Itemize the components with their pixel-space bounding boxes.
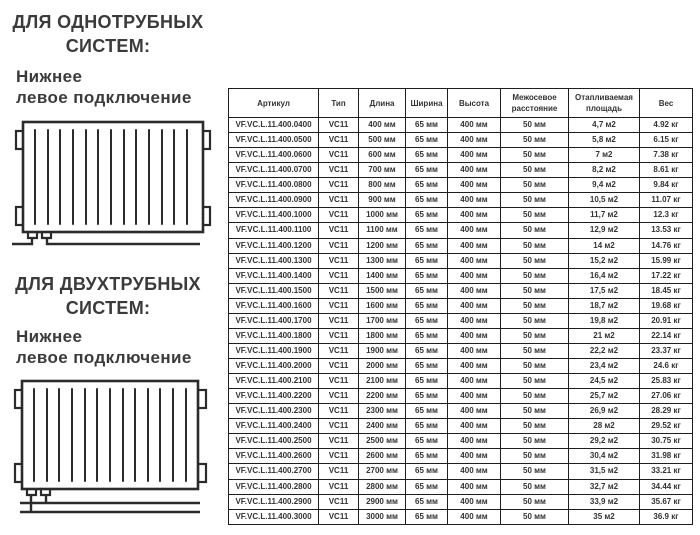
table-cell: 50 мм — [501, 509, 569, 524]
table-row — [229, 208, 693, 223]
table-cell: 2400 мм — [359, 419, 406, 434]
spec-table — [228, 88, 693, 525]
table-cell: 13.53 кг — [640, 223, 693, 238]
table-cell: VC11 — [319, 464, 359, 479]
table-cell: 50 мм — [501, 343, 569, 358]
table-row — [229, 404, 693, 419]
section-title-line: СИСТЕМ: — [65, 36, 151, 56]
table-cell: 15.99 кг — [640, 253, 693, 268]
table-cell: 17.22 кг — [640, 268, 693, 283]
table-cell: 24,5 м2 — [569, 374, 640, 389]
table-cell: 33.21 кг — [640, 464, 693, 479]
table-cell: 65 мм — [406, 449, 448, 464]
table-cell: 50 мм — [501, 193, 569, 208]
table-cell: 800 мм — [359, 178, 406, 193]
table-cell: VF.VC.L.11.400.2700 — [229, 464, 319, 479]
table-cell: 1100 мм — [359, 223, 406, 238]
table-cell: 50 мм — [501, 268, 569, 283]
section-title-line: ДЛЯ ОДНОТРУБНЫХ — [12, 12, 204, 32]
table-cell: 400 мм — [448, 449, 501, 464]
table-row — [229, 268, 693, 283]
table-row — [229, 238, 693, 253]
table-cell: VF.VC.L.11.400.0900 — [229, 193, 319, 208]
table-cell: 1400 мм — [359, 268, 406, 283]
table-cell: 400 мм — [448, 464, 501, 479]
col-header-weight: Вес — [640, 89, 693, 118]
table-cell: 600 мм — [359, 148, 406, 163]
table-cell: 65 мм — [406, 178, 448, 193]
table-cell: 65 мм — [406, 253, 448, 268]
table-cell: 50 мм — [501, 208, 569, 223]
table-cell: 18,7 м2 — [569, 298, 640, 313]
table-cell: 32,7 м2 — [569, 479, 640, 494]
section-subtitle-two-pipe — [16, 326, 192, 368]
table-cell: VF.VC.L.11.400.1900 — [229, 343, 319, 358]
table-row — [229, 359, 693, 374]
table-cell: VC11 — [319, 178, 359, 193]
table-cell: 16,4 м2 — [569, 268, 640, 283]
table-row — [229, 148, 693, 163]
table-cell: 400 мм — [448, 404, 501, 419]
table-cell: VF.VC.L.11.400.0600 — [229, 148, 319, 163]
table-cell: 400 мм — [448, 238, 501, 253]
table-row — [229, 133, 693, 148]
table-cell: VF.VC.L.11.400.2500 — [229, 434, 319, 449]
table-cell: 65 мм — [406, 223, 448, 238]
table-cell: 1700 мм — [359, 313, 406, 328]
table-cell: 400 мм — [448, 283, 501, 298]
table-cell: 8.61 кг — [640, 163, 693, 178]
table-cell: VC11 — [319, 419, 359, 434]
table-cell: 50 мм — [501, 328, 569, 343]
table-cell: VC11 — [319, 509, 359, 524]
table-cell: 15,2 м2 — [569, 253, 640, 268]
table-cell: 65 мм — [406, 419, 448, 434]
table-cell: 14.76 кг — [640, 238, 693, 253]
table-cell: VF.VC.L.11.400.2600 — [229, 449, 319, 464]
table-cell: 65 мм — [406, 208, 448, 223]
section-subtitle-single-pipe — [16, 66, 192, 108]
section-title-line: СИСТЕМ: — [65, 298, 151, 318]
table-cell: 900 мм — [359, 193, 406, 208]
table-cell: 2200 мм — [359, 389, 406, 404]
table-cell: VF.VC.L.11.400.2800 — [229, 479, 319, 494]
table-cell: VC11 — [319, 374, 359, 389]
table-cell: VF.VC.L.11.400.1500 — [229, 283, 319, 298]
table-row — [229, 449, 693, 464]
table-cell: VC11 — [319, 359, 359, 374]
table-cell: 400 мм — [448, 434, 501, 449]
table-cell: 65 мм — [406, 193, 448, 208]
table-row — [229, 494, 693, 509]
table-cell: VF.VC.L.11.400.3000 — [229, 509, 319, 524]
table-cell: 65 мм — [406, 359, 448, 374]
table-cell: 50 мм — [501, 283, 569, 298]
table-cell: 33,9 м2 — [569, 494, 640, 509]
table-cell: VF.VC.L.11.400.2000 — [229, 359, 319, 374]
table-cell: 50 мм — [501, 434, 569, 449]
spec-table-container — [228, 88, 692, 525]
table-cell: 9,4 м2 — [569, 178, 640, 193]
table-cell: 22,2 м2 — [569, 343, 640, 358]
table-cell: VC11 — [319, 479, 359, 494]
table-cell: 30,4 м2 — [569, 449, 640, 464]
table-cell: 400 мм — [448, 419, 501, 434]
table-cell: 65 мм — [406, 148, 448, 163]
table-cell: 17,5 м2 — [569, 283, 640, 298]
table-cell: 7 м2 — [569, 148, 640, 163]
table-cell: 19.68 кг — [640, 298, 693, 313]
table-cell: 65 мм — [406, 434, 448, 449]
table-row — [229, 464, 693, 479]
table-cell: 11.07 кг — [640, 193, 693, 208]
subtitle-line: Нижнее — [16, 327, 83, 346]
table-cell: VF.VC.L.11.400.2300 — [229, 404, 319, 419]
table-cell: 65 мм — [406, 298, 448, 313]
table-cell: 50 мм — [501, 253, 569, 268]
left-panel — [0, 0, 228, 535]
table-cell: 400 мм — [448, 298, 501, 313]
table-cell: 400 мм — [448, 193, 501, 208]
col-header-article: Артикул — [229, 89, 319, 118]
section-title-line: ДЛЯ ДВУХТРУБНЫХ — [15, 274, 201, 294]
table-cell: 10,5 м2 — [569, 193, 640, 208]
table-cell: 18.45 кг — [640, 283, 693, 298]
table-cell: 28.29 кг — [640, 404, 693, 419]
table-cell: 400 мм — [448, 268, 501, 283]
table-cell: 65 мм — [406, 389, 448, 404]
table-cell: VC11 — [319, 253, 359, 268]
table-cell: 400 мм — [448, 374, 501, 389]
table-cell: 1600 мм — [359, 298, 406, 313]
table-cell: 50 мм — [501, 313, 569, 328]
col-header-heated-area: Отапливаемая площадь — [569, 89, 640, 118]
table-cell: 1900 мм — [359, 343, 406, 358]
table-cell: 65 мм — [406, 238, 448, 253]
table-cell: 50 мм — [501, 479, 569, 494]
table-cell: VF.VC.L.11.400.0800 — [229, 178, 319, 193]
table-cell: 50 мм — [501, 133, 569, 148]
table-row — [229, 374, 693, 389]
table-cell: VC11 — [319, 434, 359, 449]
table-cell: VC11 — [319, 404, 359, 419]
table-cell: 12.3 кг — [640, 208, 693, 223]
table-cell: 50 мм — [501, 148, 569, 163]
table-cell: 400 мм — [448, 328, 501, 343]
table-cell: 2900 мм — [359, 494, 406, 509]
table-cell: 65 мм — [406, 283, 448, 298]
col-header-axial-distance: Межосевое расстояние — [501, 89, 569, 118]
table-cell: 50 мм — [501, 118, 569, 133]
table-cell: 65 мм — [406, 328, 448, 343]
table-cell: 8,2 м2 — [569, 163, 640, 178]
table-cell: 2100 мм — [359, 374, 406, 389]
section-title-single-pipe — [10, 10, 206, 58]
table-cell: 50 мм — [501, 389, 569, 404]
table-cell: VF.VC.L.11.400.1200 — [229, 238, 319, 253]
table-cell: VC11 — [319, 298, 359, 313]
table-cell: 7.38 кг — [640, 148, 693, 163]
table-cell: VF.VC.L.11.400.1300 — [229, 253, 319, 268]
table-cell: VC11 — [319, 193, 359, 208]
table-cell: VC11 — [319, 163, 359, 178]
table-cell: 2500 мм — [359, 434, 406, 449]
table-cell: 35.67 кг — [640, 494, 693, 509]
spec-table-body — [229, 118, 693, 525]
table-cell: VF.VC.L.11.400.2200 — [229, 389, 319, 404]
table-cell: 50 мм — [501, 163, 569, 178]
table-cell: 65 мм — [406, 118, 448, 133]
table-cell: 50 мм — [501, 238, 569, 253]
table-cell: VC11 — [319, 449, 359, 464]
table-cell: 400 мм — [448, 479, 501, 494]
table-cell: 9.84 кг — [640, 178, 693, 193]
table-cell: 4.92 кг — [640, 118, 693, 133]
radiator-two-pipe-diagram — [6, 370, 222, 522]
table-cell: 30.75 кг — [640, 434, 693, 449]
col-header-height: Высота — [448, 89, 501, 118]
table-cell: VC11 — [319, 118, 359, 133]
table-cell: 1200 мм — [359, 238, 406, 253]
table-row — [229, 193, 693, 208]
table-cell: VF.VC.L.11.400.2400 — [229, 419, 319, 434]
table-cell: 12,9 м2 — [569, 223, 640, 238]
table-cell: 1800 мм — [359, 328, 406, 343]
table-cell: VF.VC.L.11.400.1600 — [229, 298, 319, 313]
table-row — [229, 283, 693, 298]
table-row — [229, 434, 693, 449]
table-cell: 65 мм — [406, 163, 448, 178]
table-cell: VF.VC.L.11.400.1000 — [229, 208, 319, 223]
table-cell: VC11 — [319, 208, 359, 223]
table-cell: 400 мм — [448, 313, 501, 328]
table-cell: 400 мм — [448, 494, 501, 509]
table-cell: 50 мм — [501, 464, 569, 479]
table-cell: VF.VC.L.11.400.0400 — [229, 118, 319, 133]
table-cell: 3000 мм — [359, 509, 406, 524]
table-cell: 35 м2 — [569, 509, 640, 524]
table-cell: 400 мм — [448, 223, 501, 238]
table-cell: VC11 — [319, 223, 359, 238]
table-cell: VF.VC.L.11.400.1400 — [229, 268, 319, 283]
table-cell: VC11 — [319, 268, 359, 283]
table-cell: 5,8 м2 — [569, 133, 640, 148]
table-cell: 25,7 м2 — [569, 389, 640, 404]
table-cell: 50 мм — [501, 359, 569, 374]
table-row — [229, 479, 693, 494]
table-cell: 50 мм — [501, 374, 569, 389]
table-cell: 65 мм — [406, 313, 448, 328]
table-row — [229, 328, 693, 343]
table-cell: 400 мм — [448, 389, 501, 404]
table-cell: 400 мм — [448, 148, 501, 163]
table-cell: 31.98 кг — [640, 449, 693, 464]
table-cell: VF.VC.L.11.400.0700 — [229, 163, 319, 178]
table-cell: 14 м2 — [569, 238, 640, 253]
subtitle-line: левое подключение — [16, 348, 192, 367]
table-cell: 400 мм — [448, 163, 501, 178]
table-cell: 6.15 кг — [640, 133, 693, 148]
table-cell: 65 мм — [406, 404, 448, 419]
table-cell: 25.83 кг — [640, 374, 693, 389]
table-cell: 28 м2 — [569, 419, 640, 434]
table-cell: 50 мм — [501, 494, 569, 509]
table-cell: 400 мм — [448, 178, 501, 193]
table-cell: 700 мм — [359, 163, 406, 178]
table-row — [229, 178, 693, 193]
table-cell: VF.VC.L.11.400.1800 — [229, 328, 319, 343]
table-cell: 21 м2 — [569, 328, 640, 343]
table-cell: 400 мм — [448, 253, 501, 268]
table-row — [229, 118, 693, 133]
radiator-single-pipe-diagram — [6, 110, 222, 256]
table-cell: 50 мм — [501, 419, 569, 434]
table-cell: 400 мм — [359, 118, 406, 133]
table-cell: 50 мм — [501, 449, 569, 464]
table-row — [229, 389, 693, 404]
table-cell: 65 мм — [406, 268, 448, 283]
table-cell: 400 мм — [448, 118, 501, 133]
table-cell: 4,7 м2 — [569, 118, 640, 133]
section-title-two-pipe — [10, 272, 206, 320]
table-cell: 29,2 м2 — [569, 434, 640, 449]
table-cell: 50 мм — [501, 404, 569, 419]
table-cell: 34.44 кг — [640, 479, 693, 494]
table-cell: 27.06 кг — [640, 389, 693, 404]
col-header-length: Длина — [359, 89, 406, 118]
table-cell: 1500 мм — [359, 283, 406, 298]
table-cell: VC11 — [319, 283, 359, 298]
table-cell: 31,5 м2 — [569, 464, 640, 479]
table-cell: VF.VC.L.11.400.1100 — [229, 223, 319, 238]
table-cell: VC11 — [319, 494, 359, 509]
table-cell: VF.VC.L.11.400.2100 — [229, 374, 319, 389]
table-cell: 500 мм — [359, 133, 406, 148]
table-cell: VC11 — [319, 313, 359, 328]
table-cell: 65 мм — [406, 133, 448, 148]
table-cell: 65 мм — [406, 374, 448, 389]
table-cell: 2000 мм — [359, 359, 406, 374]
table-cell: 400 мм — [448, 208, 501, 223]
table-cell: 29.52 кг — [640, 419, 693, 434]
table-row — [229, 509, 693, 524]
col-header-type: Тип — [319, 89, 359, 118]
subtitle-line: левое подключение — [16, 88, 192, 107]
table-cell: 400 мм — [448, 133, 501, 148]
table-cell: 11,7 м2 — [569, 208, 640, 223]
table-cell: 65 мм — [406, 464, 448, 479]
table-cell: 20.91 кг — [640, 313, 693, 328]
table-cell: VC11 — [319, 389, 359, 404]
table-row — [229, 253, 693, 268]
table-row — [229, 223, 693, 238]
table-cell: VC11 — [319, 343, 359, 358]
table-header-row — [229, 89, 693, 118]
table-cell: 400 мм — [448, 359, 501, 374]
table-cell: 24.6 кг — [640, 359, 693, 374]
table-cell: VF.VC.L.11.400.1700 — [229, 313, 319, 328]
table-cell: 19,8 м2 — [569, 313, 640, 328]
table-row — [229, 298, 693, 313]
table-row — [229, 419, 693, 434]
table-cell: 23.37 кг — [640, 343, 693, 358]
table-cell: 65 мм — [406, 509, 448, 524]
table-cell: VC11 — [319, 328, 359, 343]
table-row — [229, 343, 693, 358]
table-cell: 1000 мм — [359, 208, 406, 223]
table-cell: 2800 мм — [359, 479, 406, 494]
table-cell: 50 мм — [501, 178, 569, 193]
table-cell: 65 мм — [406, 494, 448, 509]
table-cell: 50 мм — [501, 298, 569, 313]
table-cell: 2700 мм — [359, 464, 406, 479]
table-cell: 50 мм — [501, 223, 569, 238]
table-cell: 65 мм — [406, 479, 448, 494]
table-row — [229, 163, 693, 178]
table-cell: 22.14 кг — [640, 328, 693, 343]
table-cell: VC11 — [319, 238, 359, 253]
col-header-width: Ширина — [406, 89, 448, 118]
table-cell: 1300 мм — [359, 253, 406, 268]
table-cell: 65 мм — [406, 343, 448, 358]
table-row — [229, 313, 693, 328]
table-cell: 400 мм — [448, 343, 501, 358]
table-cell: 23,4 м2 — [569, 359, 640, 374]
table-cell: VC11 — [319, 148, 359, 163]
table-cell: VF.VC.L.11.400.2900 — [229, 494, 319, 509]
table-cell: 26,9 м2 — [569, 404, 640, 419]
subtitle-line: Нижнее — [16, 67, 83, 86]
table-cell: 2300 мм — [359, 404, 406, 419]
table-cell: 400 мм — [448, 509, 501, 524]
table-cell: VC11 — [319, 133, 359, 148]
table-cell: 2600 мм — [359, 449, 406, 464]
table-cell: 36.9 кг — [640, 509, 693, 524]
table-cell: VF.VC.L.11.400.0500 — [229, 133, 319, 148]
